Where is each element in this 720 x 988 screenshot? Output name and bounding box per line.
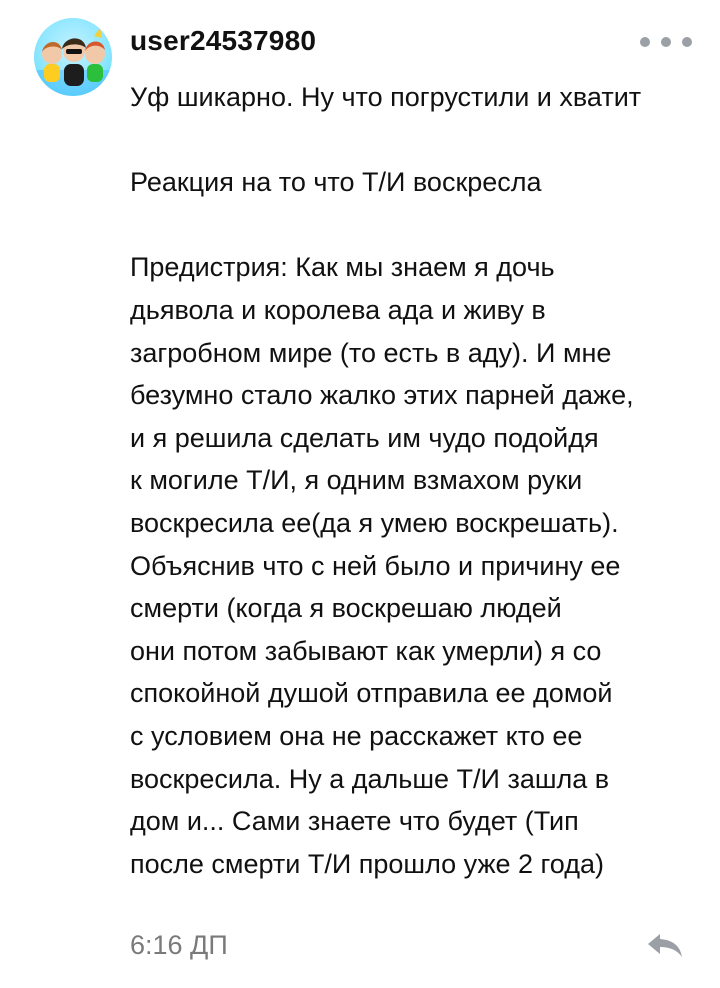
paragraph-gap bbox=[130, 204, 690, 247]
more-options-button[interactable] bbox=[640, 30, 692, 54]
comment-message bbox=[130, 76, 690, 885]
more-horizontal-icon bbox=[640, 37, 650, 47]
comment-timestamp: 6:16 ДП bbox=[130, 930, 228, 960]
avatar[interactable] bbox=[34, 18, 112, 96]
more-horizontal-icon bbox=[661, 37, 671, 47]
username[interactable]: user24537980 bbox=[130, 25, 317, 56]
paragraph-gap bbox=[130, 119, 690, 162]
comment-paragraph-1: Уф шикарно. Ну что погрустили и хватит bbox=[130, 82, 642, 112]
comment-paragraph-2: Реакция на то что Т/И воскресла bbox=[130, 167, 542, 198]
reply-arrow-icon bbox=[642, 926, 688, 962]
reply-button[interactable] bbox=[642, 926, 688, 962]
avatar-illustration-icon bbox=[34, 18, 112, 96]
more-horizontal-icon bbox=[682, 37, 692, 47]
comment-paragraph-3: Предистрия: Как мы знаем я дочь дьявола и королева ада и живу в загробном мире (то есть в аду). И мне безумно стало жалко этих парней даже, и я решила сделать им чудо подойдя к могиле Т/И, я одним взмахом руки воскресила ее(да я умею воскрешать). Объяснив что с ней было и причину ее смерти (когда я воскрешаю людей они потом забывают как умерли) я со спокойной душой отправила ее домой с условием она не расскажет кто ее воскресила. Ну а дальше Т/И зашла в дом и... Сами знаете что будет (Тип после смерти Т/И прошло уже 2 года) bbox=[130, 252, 634, 879]
